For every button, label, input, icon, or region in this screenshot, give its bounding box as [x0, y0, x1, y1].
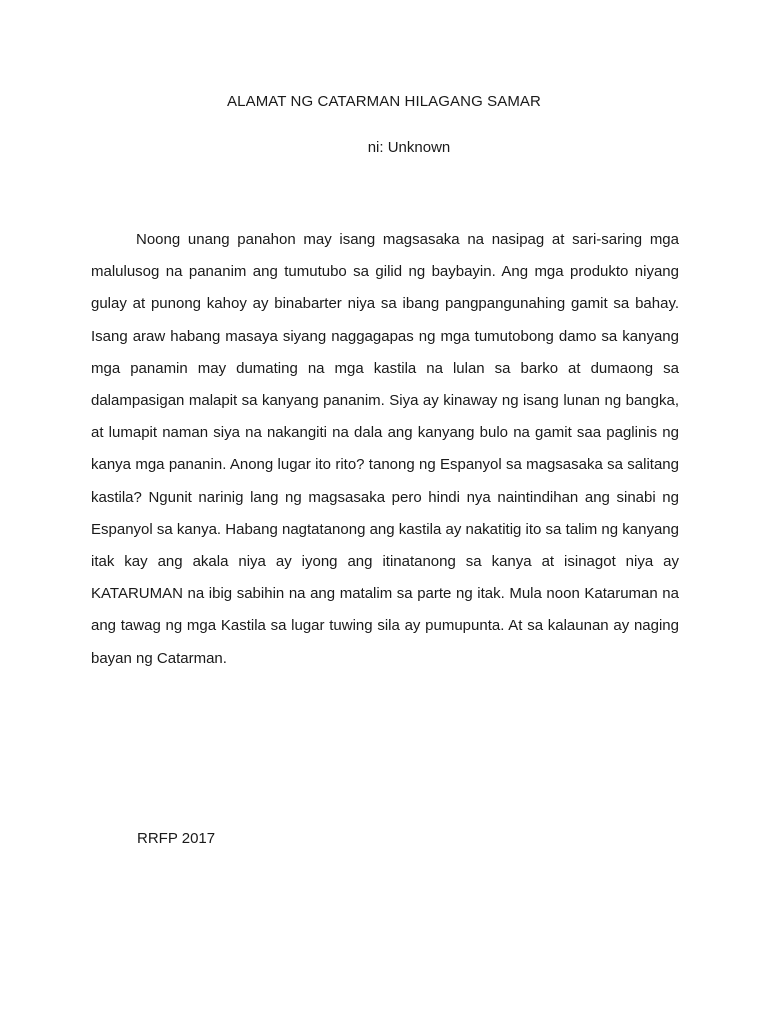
document-footer: RRFP 2017 [137, 830, 216, 847]
document-body-paragraph: Noong unang panahon may isang magsasaka na nasipag at sari-saring mga malulusog na pananim ang tumutubo sa gilid ng baybayin. Ang mga produkto niyang gulay at punong kahoy ay binabarter niya sa ibang pangpangunahing gamit sa bahay. Isang araw habang masaya siyang naggagapas ng mga tumutobong damo sa kanyang mga panamin may dumating na mga kastila na lulan sa barko at dumaong sa dalampasigan malapit sa kanyang pananim. Siya ay kinaway ng isang lunan ng bangka, at lumapit naman siya na nakangiti na dala ang kanyang bulo na gamit saa paglinis ng kanya mga pananin. Anong lugar ito rito? tanong ng Espanyol sa magsasaka sa salitang kastila? Ngunit narinig lang ng magsasaka pero hindi nya naintindihan ang sinabi ng Espanyol sa kanya. Habang nagtatanong ang kastila ay nakatitig ito sa talim ng kanyang itak kay ang akala niya ay iyong ang itinatanong sa kanya at isinagot niya ay KATARUMAN na ibig sabihin na ang matalim sa parte ng itak. Mula noon Kataruman na ang tawag ng mga Kastila sa lugar tuwing sila ay pumupunta. At sa kalaunan ay naging bayan ng Catarman. [91, 231, 679, 667]
document-title: ALAMAT NG CATARMAN HILAGANG SAMAR [227, 93, 541, 110]
document-author: ni: Unknown [367, 139, 451, 156]
